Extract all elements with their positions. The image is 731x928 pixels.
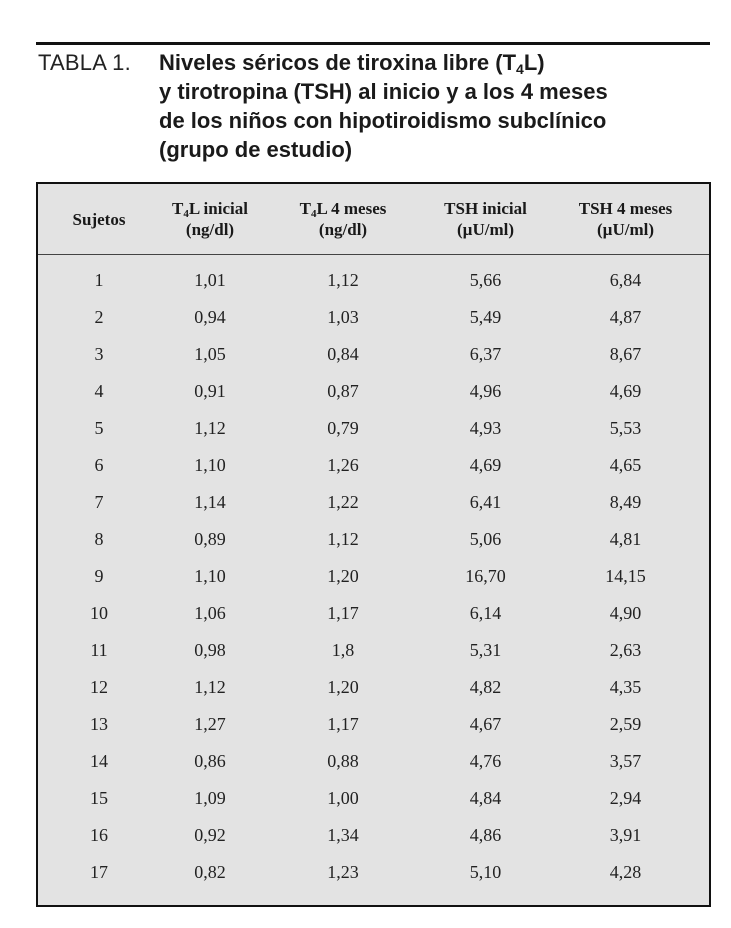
t4l-initial-cell: 1,12	[194, 677, 226, 697]
header-tsh-initial-label: TSH inicial	[444, 199, 527, 218]
tsh-4m-cell: 4,69	[609, 381, 642, 401]
t4l-4m-cell: 1,03	[327, 307, 359, 327]
t4l-4m-cell: 1,26	[327, 455, 359, 475]
t4l-initial-cell: 0,91	[194, 381, 226, 401]
tsh-initial-cell: 4,84	[469, 788, 502, 808]
table-row	[38, 299, 709, 336]
t4l-initial-cell: 0,94	[194, 307, 226, 327]
header-divider	[38, 254, 709, 255]
subject-cell: 17	[90, 862, 108, 882]
t4l-initial-cell: 1,27	[194, 714, 226, 734]
t4l-4m-cell: 0,88	[327, 751, 359, 771]
t4l-4m-cell: 1,8	[331, 640, 355, 660]
top-rule	[36, 42, 710, 45]
header-tsh-4m-label: TSH 4 meses	[578, 199, 673, 218]
subject-cell: 16	[90, 825, 108, 845]
subject-cell: 6	[94, 455, 104, 475]
table-row	[38, 410, 709, 447]
subject-cell: 5	[94, 418, 104, 438]
t4l-initial-cell: 1,06	[194, 603, 226, 623]
tsh-initial-cell: 4,76	[469, 751, 502, 771]
table-row	[38, 706, 709, 743]
header-t4l-4m-sub: 4	[310, 208, 317, 220]
title-line-1-pre: Niveles séricos de tiroxina libre (T	[159, 50, 517, 75]
t4l-4m-cell: 1,12	[327, 529, 359, 549]
t4l-initial-cell: 1,09	[194, 788, 226, 808]
header-subjects: Sujetos	[72, 210, 126, 229]
tsh-initial-cell: 4,96	[469, 381, 502, 401]
tsh-4m-cell: 3,57	[609, 751, 642, 771]
subject-cell: 2	[94, 307, 104, 327]
tsh-initial-cell: 6,41	[469, 492, 502, 512]
subject-cell: 9	[94, 566, 104, 586]
table-row	[38, 632, 709, 669]
title-line-1-post: L)	[523, 50, 545, 75]
table-row	[38, 373, 709, 410]
t4l-4m-cell: 1,20	[327, 677, 359, 697]
subject-cell: 8	[94, 529, 104, 549]
t4l-initial-cell: 1,14	[194, 492, 226, 512]
tsh-4m-cell: 6,84	[609, 270, 642, 290]
t4l-4m-cell: 1,12	[327, 270, 359, 290]
t4l-4m-cell: 0,87	[327, 381, 359, 401]
subject-cell: 11	[90, 640, 108, 660]
table-title	[159, 48, 699, 164]
t4l-4m-cell: 0,84	[327, 344, 359, 364]
t4l-4m-cell: 0,79	[327, 418, 359, 438]
tsh-4m-cell: 4,90	[609, 603, 642, 623]
table-row	[38, 669, 709, 706]
subject-cell: 10	[90, 603, 108, 623]
tsh-4m-cell: 8,49	[609, 492, 642, 512]
title-line-4: (grupo de estudio)	[159, 137, 353, 162]
tsh-4m-cell: 4,87	[609, 307, 642, 327]
t4l-initial-cell: 1,01	[194, 270, 226, 290]
table-row	[38, 336, 709, 373]
header-tsh-4-months	[558, 198, 693, 240]
table-row	[38, 854, 709, 891]
header-t4l-4m-post: L 4 meses	[316, 199, 387, 218]
tsh-4m-cell: 5,53	[609, 418, 642, 438]
header-t4l-4m-pre: T	[299, 199, 311, 218]
data-table	[36, 182, 711, 907]
tsh-initial-cell: 4,86	[469, 825, 502, 845]
table-row	[38, 743, 709, 780]
tsh-initial-cell: 4,82	[469, 677, 502, 697]
tsh-4m-cell: 3,91	[609, 825, 642, 845]
tsh-4m-cell: 4,81	[609, 529, 642, 549]
t4l-initial-cell: 0,82	[194, 862, 226, 882]
header-t4l-initial-pre: T	[172, 199, 184, 218]
tsh-initial-cell: 5,31	[469, 640, 502, 660]
tsh-initial-cell: 6,14	[469, 603, 502, 623]
tsh-initial-cell: 5,06	[469, 529, 502, 549]
t4l-initial-cell: 1,05	[194, 344, 226, 364]
table-row	[38, 521, 709, 558]
t4l-4m-cell: 1,22	[327, 492, 359, 512]
subject-cell: 15	[90, 788, 108, 808]
t4l-4m-cell: 1,00	[327, 788, 359, 808]
table-row	[38, 817, 709, 854]
table-row	[38, 780, 709, 817]
subject-cell: 12	[90, 677, 108, 697]
title-line-2: y tirotropina (TSH) al inicio y a los 4 meses	[159, 79, 608, 104]
subject-cell: 7	[94, 492, 104, 512]
t4l-4m-cell: 1,17	[327, 714, 359, 734]
subject-cell: 13	[90, 714, 108, 734]
t4l-initial-cell: 0,92	[194, 825, 226, 845]
tsh-4m-cell: 2,94	[609, 788, 642, 808]
t4l-initial-cell: 1,10	[194, 566, 226, 586]
tsh-4m-cell: 2,59	[609, 714, 642, 734]
subject-cell: 14	[90, 751, 108, 771]
t4l-initial-cell: 0,98	[194, 640, 226, 660]
table-header	[38, 184, 709, 254]
subject-cell: 3	[94, 344, 104, 364]
table-row	[38, 595, 709, 632]
header-t4l-4m-unit: (ng/dl)	[318, 220, 368, 239]
subject-cell: 4	[94, 381, 104, 401]
title-line-1	[159, 48, 699, 77]
tsh-initial-cell: 4,93	[469, 418, 502, 438]
tsh-4m-cell: 8,67	[609, 344, 642, 364]
title-line-3: de los niños con hipotiroidismo subclínico	[159, 108, 607, 133]
tsh-initial-cell: 5,10	[469, 862, 502, 882]
header-t4l-initial	[150, 198, 270, 240]
t4l-initial-cell: 0,86	[194, 751, 226, 771]
table-row	[38, 262, 709, 299]
t4l-4m-cell: 1,23	[327, 862, 359, 882]
tsh-initial-cell: 16,70	[465, 566, 506, 586]
t4l-4m-cell: 1,20	[327, 566, 359, 586]
tsh-initial-cell: 4,69	[469, 455, 502, 475]
header-t4l-4-months	[278, 198, 408, 240]
subject-cell: 1	[94, 270, 104, 290]
header-t4l-initial-unit: (ng/dl)	[185, 220, 235, 239]
t4l-initial-cell: 1,10	[194, 455, 226, 475]
table-body	[38, 262, 709, 891]
t4l-4m-cell: 1,34	[327, 825, 359, 845]
tsh-initial-cell: 5,49	[469, 307, 502, 327]
tsh-4m-cell: 4,35	[609, 677, 642, 697]
tsh-initial-cell: 4,67	[469, 714, 502, 734]
t4l-initial-cell: 1,12	[194, 418, 226, 438]
table-label: TABLA 1.	[38, 50, 131, 75]
tsh-4m-cell: 4,28	[609, 862, 642, 882]
table-row	[38, 447, 709, 484]
tsh-4m-cell: 2,63	[609, 640, 642, 660]
tsh-initial-cell: 6,37	[469, 344, 502, 364]
title-line-1-sub: 4	[516, 61, 524, 77]
tsh-4m-cell: 14,15	[605, 566, 646, 586]
header-tsh-initial-unit: (µU/ml)	[456, 220, 514, 239]
header-t4l-initial-sub: 4	[183, 208, 189, 220]
table-row	[38, 558, 709, 595]
tsh-4m-cell: 4,65	[609, 455, 642, 475]
t4l-4m-cell: 1,17	[327, 603, 359, 623]
header-t4l-initial-post: L inicial	[188, 199, 248, 218]
header-tsh-4m-unit: (µU/ml)	[596, 220, 654, 239]
t4l-initial-cell: 0,89	[194, 529, 226, 549]
table-row	[38, 484, 709, 521]
header-tsh-initial	[418, 198, 553, 240]
tsh-initial-cell: 5,66	[469, 270, 502, 290]
